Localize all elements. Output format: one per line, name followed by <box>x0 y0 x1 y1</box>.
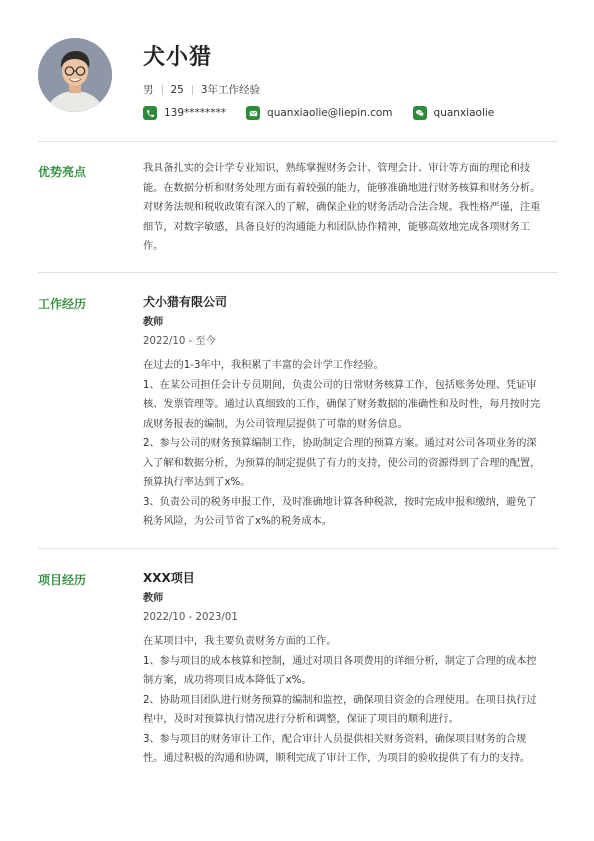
work-line: 预算执行率达到了x%。 <box>143 477 251 488</box>
avatar <box>38 38 112 112</box>
project-line: 1、参与项目的成本核算和控制，通过对项目各项费用的详细分析，制定了合理的成本控 <box>143 655 537 667</box>
email-address[interactable]: quanxiaolie@liepin.com <box>267 107 393 119</box>
wechat-icon <box>413 106 427 120</box>
work-line: 核、发票管理等。通过认真细致的工作，确保了财务数据的准确性和及时性，每月按时完 <box>143 399 541 410</box>
project-line: 在某项目中，我主要负责财务方面的工作。 <box>143 636 337 647</box>
work-line: 入了解和数据分析，为预算的制定提供了有力的支持，使公司的资源得到了合理的配置， <box>143 457 541 469</box>
candidate-name: 犬小猎 <box>143 45 213 70</box>
project-line: 性。通过积极的沟通和协调，顺利完成了审计工作，为项目的验收提供了有力的支持。 <box>143 753 531 764</box>
gender: 男 <box>143 84 154 96</box>
section-title-project: 项目经历 <box>38 573 87 587</box>
work-line: 2、参与公司的财务预算编制工作，协助制定合理的预算方案。通过对公司各项业务的深 <box>143 438 537 449</box>
section-title-strengths: 优势亮点 <box>38 165 87 179</box>
work-line: 在过去的1-3年中，我积累了丰富的会计学工作经验。 <box>143 360 384 371</box>
work-period: 2022/10 - 至今 <box>143 336 216 347</box>
work-experience-years: 3年工作经验 <box>200 84 261 96</box>
work-content <box>143 294 553 532</box>
mail-icon <box>246 106 260 120</box>
strengths-line: 对财务法规和税收政策有深入的了解，确保企业的财务活动合法合规。我性格严谨，注重 <box>143 202 541 213</box>
work-line: 3、负责公司的税务申报工作，及时准确地计算各种税款，按时完成申报和缴纳，避免了 <box>143 496 537 508</box>
project-line: 2、协助项目团队进行财务预算的编制和监控，确保项目资金的合理使用。在项目执行过 <box>143 694 537 706</box>
project-period: 2022/10 - 2023/01 <box>143 612 238 623</box>
company-name: 犬小猎有限公司 <box>143 295 228 309</box>
age: 25 <box>170 83 184 96</box>
divider <box>38 272 558 273</box>
phone-icon <box>143 106 157 120</box>
section-title-work: 工作经历 <box>38 297 87 311</box>
project-role: 教师 <box>143 593 164 604</box>
strengths-content <box>143 159 553 257</box>
project-name: XXX项目 <box>143 571 195 585</box>
wechat-id: quanxiaolie <box>433 107 495 119</box>
project-line: 制方案，成功将项目成本降低了x%。 <box>143 675 312 686</box>
avatar-photo-icon <box>38 38 112 112</box>
work-line: 1、在某公司担任会计专员期间，负责公司的日常财务核算工作，包括账务处理、凭证审 <box>143 379 537 391</box>
work-line: 成财务报表的编制，为公司管理层提供了可靠的财务信息。 <box>143 418 408 430</box>
project-line: 程中，及时对预算执行情况进行分析和调整，保证了项目的顺利进行。 <box>143 714 459 725</box>
strengths-line: 我具备扎实的会计学专业知识，熟练掌握财务会计、管理会计、审计等方面的理论和技 <box>143 163 531 174</box>
strengths-line: 细节，对数字敏感，具备良好的沟通能力和团队协作精神，能够高效地完成各项财务工 <box>143 221 531 233</box>
divider <box>38 548 558 549</box>
separator <box>192 85 193 95</box>
phone-number: 139******** <box>164 107 227 119</box>
contact-phone <box>143 106 226 120</box>
project-content <box>143 570 553 769</box>
strengths-line: 能。在数据分析和财务处理方面有着较强的能力，能够准确地进行财务核算和财务分析。 <box>143 182 541 194</box>
separator <box>162 85 163 95</box>
project-line: 3、参与项目的财务审计工作，配合审计人员提供相关财务资料，确保项目财务的合规 <box>143 733 527 745</box>
strengths-line: 作。 <box>143 241 164 252</box>
contact-wechat <box>413 106 495 120</box>
work-line: 税务风险，为公司节省了x%的税务成本。 <box>143 516 332 527</box>
divider <box>38 141 558 142</box>
job-role: 教师 <box>143 317 164 328</box>
contact-email <box>246 106 393 120</box>
contact-info <box>143 106 514 120</box>
basic-info <box>143 82 260 97</box>
